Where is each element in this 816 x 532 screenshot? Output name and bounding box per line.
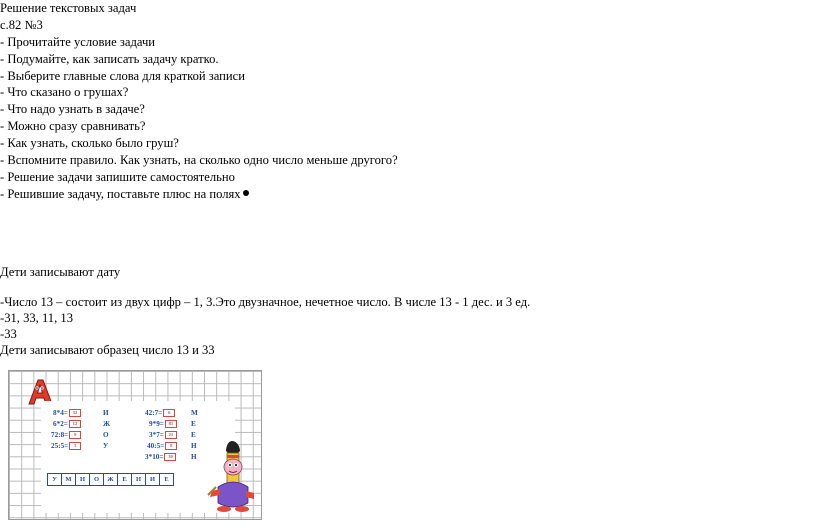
line-plus <box>0 186 816 203</box>
right-letter-3: Е <box>191 431 196 439</box>
answer-cell: М <box>61 473 76 486</box>
line-how-many: - Как узнать, сколько было груш? <box>0 136 179 151</box>
multiplication-card <box>8 370 262 520</box>
left-letter-4: У <box>103 442 109 450</box>
pencil-character-icon <box>204 437 260 520</box>
line-choose: - Выберите главные слова для краткой записи <box>0 68 245 83</box>
line-page: с.82 №3 <box>0 17 43 32</box>
line-title: Решение текстовых задач <box>0 1 137 15</box>
line-think: - Подумайте, как записать задачу кратко. <box>0 51 219 66</box>
answer-cell: Ж <box>103 473 118 486</box>
right-letter-5: Н <box>191 453 197 461</box>
line-solve: - Решение задачи запишите самостоятельно <box>0 169 235 184</box>
line-rule: - Вспомните правило. Как узнать, на сколько одно число меньше другого? <box>0 153 398 168</box>
instructions <box>0 0 816 203</box>
left-eq-2: 6*2= 12 <box>53 420 81 429</box>
right-eq-4: 40:5= 8 <box>147 442 177 451</box>
line-pears: - Что сказано о грушах? <box>0 85 129 100</box>
explanation-line-2: -31, 33, 11, 13 <box>0 311 73 325</box>
explanation-line-3: -33 <box>0 327 17 341</box>
explanation-line-1: -Число 13 – состоит из двух цифр – 1, 3.Это двузначное, нечетное число. В числе 13 - 1 дес. и 3 ед. <box>0 295 531 309</box>
answer-cell: И <box>145 473 160 486</box>
right-eq-2: 9*9= 81 <box>149 420 177 429</box>
date-block <box>0 264 816 280</box>
left-eq-4: 25:5= 5 <box>51 442 81 451</box>
right-letter-4: Н <box>191 442 197 450</box>
right-eq-3: 3*7= 21 <box>149 431 177 440</box>
answer-word <box>47 473 173 484</box>
answer-cell: Н <box>131 473 146 486</box>
line-compare: - Можно сразу сравнивать? <box>0 119 146 134</box>
bullet-dot-icon <box>243 190 249 196</box>
explanation-block <box>0 294 816 358</box>
left-eq-1: 8*4= 32 <box>53 409 81 418</box>
answer-cell: Е <box>159 473 174 486</box>
explanation-line-4: Дети записывают образец число 13 и 33 <box>0 343 215 357</box>
left-letter-3: О <box>103 431 109 439</box>
right-letter-1: М <box>191 409 198 417</box>
answer-cell: У <box>47 473 62 486</box>
left-eq-3: 72:8= 9 <box>51 431 81 440</box>
left-letter-2: Ж <box>103 420 111 428</box>
left-letter-1: И <box>103 409 109 417</box>
right-letter-2: Е <box>191 420 196 428</box>
line-find: - Что надо узнать в задаче? <box>0 102 145 117</box>
answer-cell: О <box>89 473 104 486</box>
answer-cell: Е <box>117 473 132 486</box>
answer-cell: Н <box>75 473 90 486</box>
line-plus-text: - Решившие задачу, поставьте плюс на полях <box>0 186 241 201</box>
right-eq-5: 3*10= 30 <box>145 453 176 462</box>
line-read: - Прочитайте условие задачи <box>0 34 156 49</box>
date-line: Дети записывают дату <box>0 265 121 279</box>
right-eq-1: 42:7= 6 <box>145 409 175 418</box>
